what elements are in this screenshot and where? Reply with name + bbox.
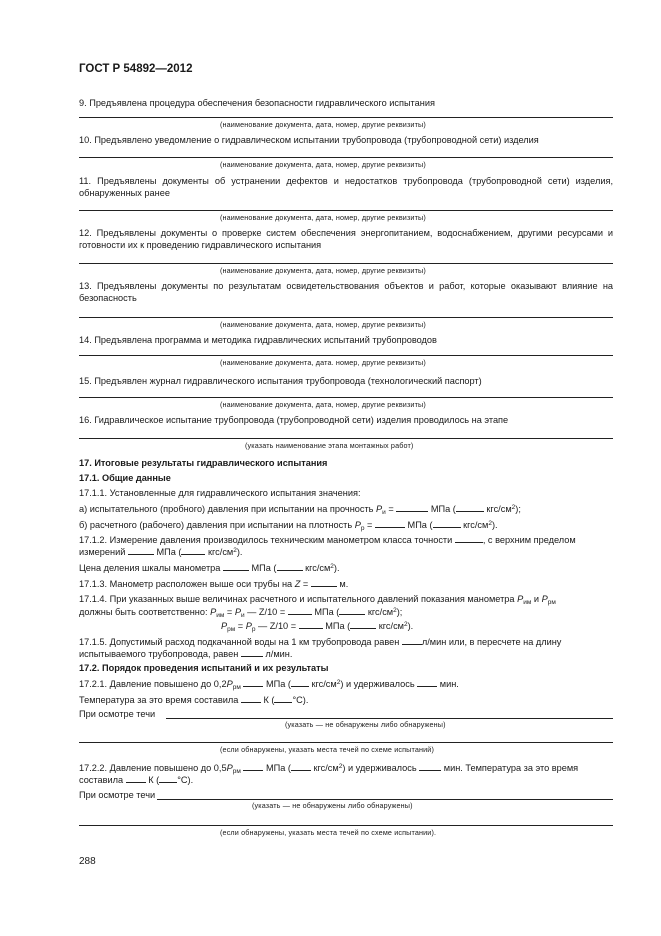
caption-leak: (указать — не обнаружены либо обнаружены): [285, 720, 446, 729]
para-17-1-1-b: б) расчетного (рабочего) давления при испытании на плотность $P_р$ = МПа ( кгс/$см^2$).: [79, 520, 498, 532]
blank-field[interactable]: [402, 635, 422, 645]
caption-doc: (наименование документа, дата. номер, другие реквизиты): [220, 358, 426, 367]
section-17-title: 17. Итоговые результаты гидравлического испытания: [79, 458, 328, 468]
para-17-2-2-b: составила К ( °С).: [79, 775, 194, 785]
blank-field[interactable]: [241, 693, 261, 703]
fill-line[interactable]: [166, 718, 613, 719]
blank-field[interactable]: [339, 605, 365, 615]
para-17-1-3: 17.1.3. Манометр расположен выше оси трубы на Z = м.: [79, 579, 349, 589]
fill-line[interactable]: [79, 825, 613, 826]
blank-field[interactable]: [375, 518, 405, 528]
blank-field[interactable]: [456, 502, 484, 512]
caption-stage: (указать наименование этапа монтажных работ): [245, 441, 414, 450]
blank-field[interactable]: [159, 773, 177, 783]
leak-label-1: При осмотре течи: [79, 709, 156, 719]
blank-field[interactable]: [455, 533, 483, 543]
blank-field[interactable]: [126, 773, 146, 783]
para-17-1-2-b: измерений МПа ( кгс/$см^2$).: [79, 547, 243, 557]
para-17-1-4-b: должны быть соответственно: $P_{им} = P_и$ — Z/10 = МПа ( кгс/$см^2$);: [79, 607, 403, 619]
fill-line[interactable]: [79, 355, 613, 356]
fill-line[interactable]: [79, 117, 613, 118]
page-header: ГОСТ Р 54892—2012: [79, 63, 193, 75]
caption-doc: (наименование документа, дата, номер, другие реквизиты): [220, 120, 426, 129]
para-17-1-5: 17.1.5. Допустимый расход подкачанной воды на 1 км трубопровода равен л/мин или, в пересчете на длину: [79, 637, 562, 647]
caption-doc: (наименование документа, дата, номер, другие реквизиты): [220, 213, 426, 222]
para-17-1-1-a: а) испытательного (пробного) давления при испытании на прочность $P_и$ = МПа ( кгс/$см^2$);: [79, 504, 521, 516]
blank-field[interactable]: [181, 545, 205, 555]
fill-line[interactable]: [79, 742, 613, 743]
scale-division: Цена деления шкалы манометра МПа ( кгс/$см^2$).: [79, 563, 340, 573]
blank-field[interactable]: [277, 561, 303, 571]
item-11: 11. Предъявлены документы об устранении дефектов и недостатков трубопровода (трубопроводной сети) изделия, обнаруженных ранее: [79, 176, 613, 198]
blank-field[interactable]: [128, 545, 154, 555]
section-17-1-title: 17.1. Общие данные: [79, 473, 171, 483]
para-17-2-1: 17.2.1. Давление повышено до $0,2P_{рм}$ МПа ( кгс/$см^2$) и удерживалось мин.: [79, 679, 459, 691]
para-17-1-5-b: испытываемого трубопровода, равен л/мин.: [79, 649, 293, 659]
fill-line[interactable]: [157, 799, 613, 800]
blank-field[interactable]: [291, 677, 309, 687]
item-15: 15. Предъявлен журнал гидравлического испытания трубопровода (технологический паспорт): [79, 376, 482, 386]
blank-field[interactable]: [299, 619, 323, 629]
item-9: 9. Предъявлена процедура обеспечения безопасности гидравлического испытания: [79, 98, 435, 108]
caption-doc: (наименование документа, дата, номер, другие реквизиты): [220, 266, 426, 275]
item-10: 10. Предъявлено уведомление о гидравлическом испытании трубопровода (трубопроводной сети) изделия: [79, 135, 539, 145]
blank-field[interactable]: [241, 647, 263, 657]
blank-field[interactable]: [419, 761, 441, 771]
fill-line[interactable]: [79, 263, 613, 264]
item-12: 12. Предъявлены документы о проверке систем обеспечения энергопитанием, водоснабжением, другими ресурсами и готовности их к проведению гидравлического испытания: [79, 228, 613, 250]
blank-field[interactable]: [433, 518, 461, 528]
blank-field[interactable]: [288, 605, 312, 615]
fill-line[interactable]: [79, 157, 613, 158]
blank-field[interactable]: [350, 619, 376, 629]
caption-leak-place: (если обнаружены, указать места течей по схеме испытании).: [220, 828, 437, 837]
page-number: 288: [79, 856, 96, 867]
blank-field[interactable]: [274, 693, 292, 703]
fill-line[interactable]: [79, 317, 613, 318]
para-17-1-2: 17.1.2. Измерение давления производилось техническим манометром класса точности , с верхним пределом: [79, 535, 576, 545]
para-17-1-4-c: $P_{рм} = P_р$ — Z/10 = МПа ( кгс/$см^2$).: [221, 621, 414, 633]
fill-line[interactable]: [79, 210, 613, 211]
blank-field[interactable]: [243, 761, 263, 771]
section-17-2-title: 17.2. Порядок проведения испытаний и их результаты: [79, 663, 329, 673]
para-17-2-2: 17.2.2. Давление повышено до $0,5P_{рм}$ МПа ( кгс/$см^2$) и удерживалось мин. Температура за это время: [79, 763, 579, 775]
item-16: 16. Гидравлическое испытание трубопровода (трубопроводной сети) изделия проводилось на этапе: [79, 415, 509, 425]
para-17-1-4: 17.1.4. При указанных выше величинах расчетного и испытательного давлений показания манометра $P_{им}$ и $P_{рм}$: [79, 594, 556, 606]
temperature-1: Температура за это время составила К ( °С).: [79, 695, 309, 705]
blank-field[interactable]: [291, 761, 311, 771]
caption-leak-place: (если обнаружены, указать места течей по схеме испытаний): [220, 745, 434, 754]
fill-line[interactable]: [79, 438, 613, 439]
fill-line[interactable]: [79, 397, 613, 398]
item-14: 14. Предъявлена программа и методика гидравлических испытаний трубопроводов: [79, 335, 437, 345]
caption-doc: (наименование документа, дата, номер, другие реквизиты): [220, 400, 426, 409]
item-13: 13. Предъявлены документы по результатам освидетельствования объектов и работ, которые оказывают влияние на безопасность: [79, 281, 613, 303]
caption-doc: (наименование документа, дата, номер, другие реквизиты): [220, 160, 426, 169]
blank-field[interactable]: [223, 561, 249, 571]
blank-field[interactable]: [311, 577, 337, 587]
leak-label-2: При осмотре течи: [79, 790, 156, 800]
caption-leak: (указать — не обнаружены либо обнаружены): [252, 801, 413, 810]
blank-field[interactable]: [396, 502, 428, 512]
blank-field[interactable]: [243, 677, 263, 687]
blank-field[interactable]: [417, 677, 437, 687]
caption-doc: (наименование документа, дата, номер, другие реквизиты): [220, 320, 426, 329]
para-17-1-1: 17.1.1. Установленные для гидравлического испытания значения:: [79, 488, 361, 498]
